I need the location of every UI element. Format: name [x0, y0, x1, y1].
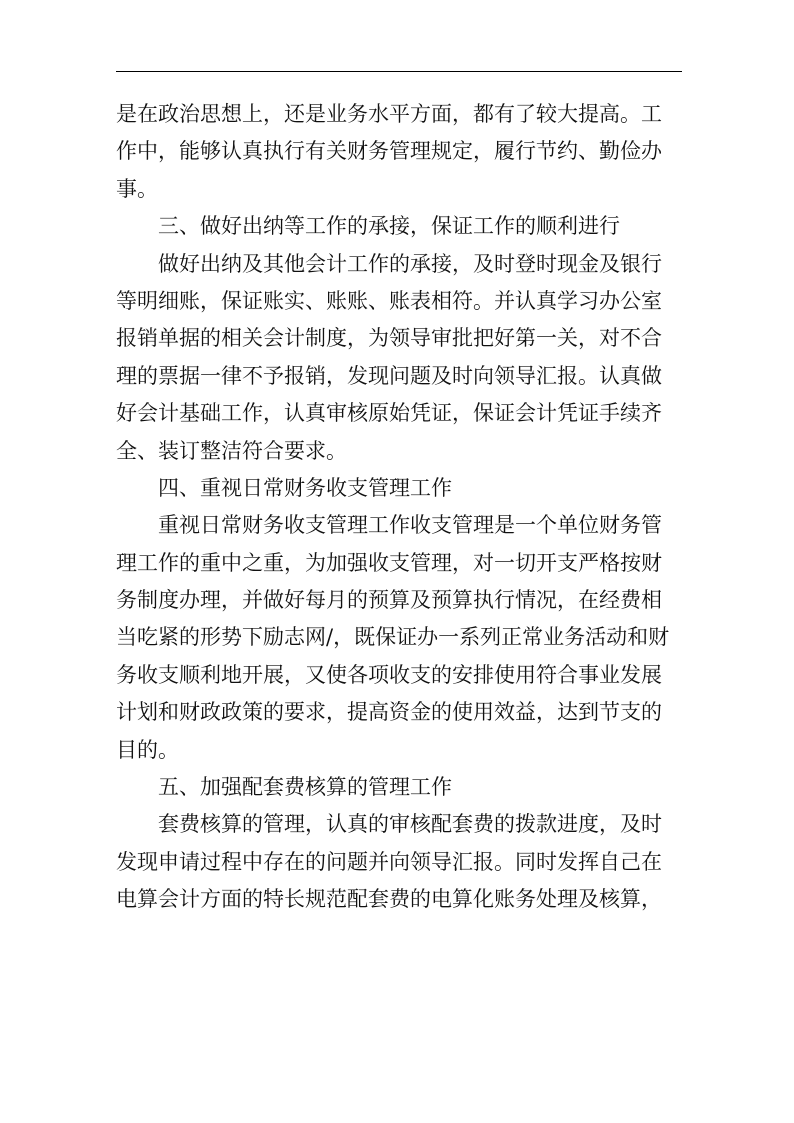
text-line: 报销单据的相关会计制度，为领导审批把好第一关，对不合: [116, 326, 662, 351]
text-line: 好会计基础工作，认真审核原始凭证，保证会计凭证手续齐: [116, 401, 662, 426]
text-line: 当吃紧的形势下励志网/，既保证办一系列正常业务活动和财: [116, 625, 670, 650]
text-line: 是在政治思想上，还是业务水平方面，都有了较大提高。工: [116, 102, 662, 126]
document-body: [116, 96, 688, 919]
text-line: 目的。: [116, 737, 179, 762]
text-line: 电算会计方面的特长规范配套费的电算化账务处理及核算，: [116, 887, 662, 912]
text-line: 全、装订整洁符合要求。: [116, 438, 347, 463]
text-line: 理工作的重中之重，为加强收支管理，对一切开支严格按财: [116, 550, 662, 575]
section-heading: 五、加强配套费核算的管理工作: [158, 775, 452, 800]
paragraph-first-line: 重视日常财务收支管理工作收支管理是一个单位财务管: [158, 513, 662, 538]
paragraph-first-line: 做好出纳及其他会计工作的承接，及时登时现金及银行: [158, 251, 662, 276]
paragraph-first-line: 套费核算的管理，认真的审核配套费的拨款进度，及时: [158, 812, 662, 837]
header-rule: [116, 71, 682, 72]
text-line: 等明细账，保证账实、账账、账表相符。并认真学习办公室: [116, 288, 662, 313]
text-line: 理的票据一律不予报销，发现问题及时向领导汇报。认真做: [116, 363, 662, 388]
section-heading: 四、重视日常财务收支管理工作: [158, 475, 452, 500]
text-line: 发现申请过程中存在的问题并向领导汇报。同时发挥自己在: [116, 849, 662, 874]
text-line: 务收支顺利地开展，又使各项收支的安排使用符合事业发展: [116, 662, 662, 687]
text-line: 务制度办理，并做好每月的预算及预算执行情况，在经费相: [116, 588, 662, 613]
text-line: 事。: [116, 176, 158, 201]
section-heading: 三、做好出纳等工作的承接，保证工作的顺利进行: [158, 214, 620, 239]
text-line: 作中，能够认真执行有关财务管理规定，履行节约、勤俭办: [116, 139, 662, 164]
text-line: 计划和财政政策的要求，提高资金的使用效益，达到节支的: [116, 700, 662, 725]
